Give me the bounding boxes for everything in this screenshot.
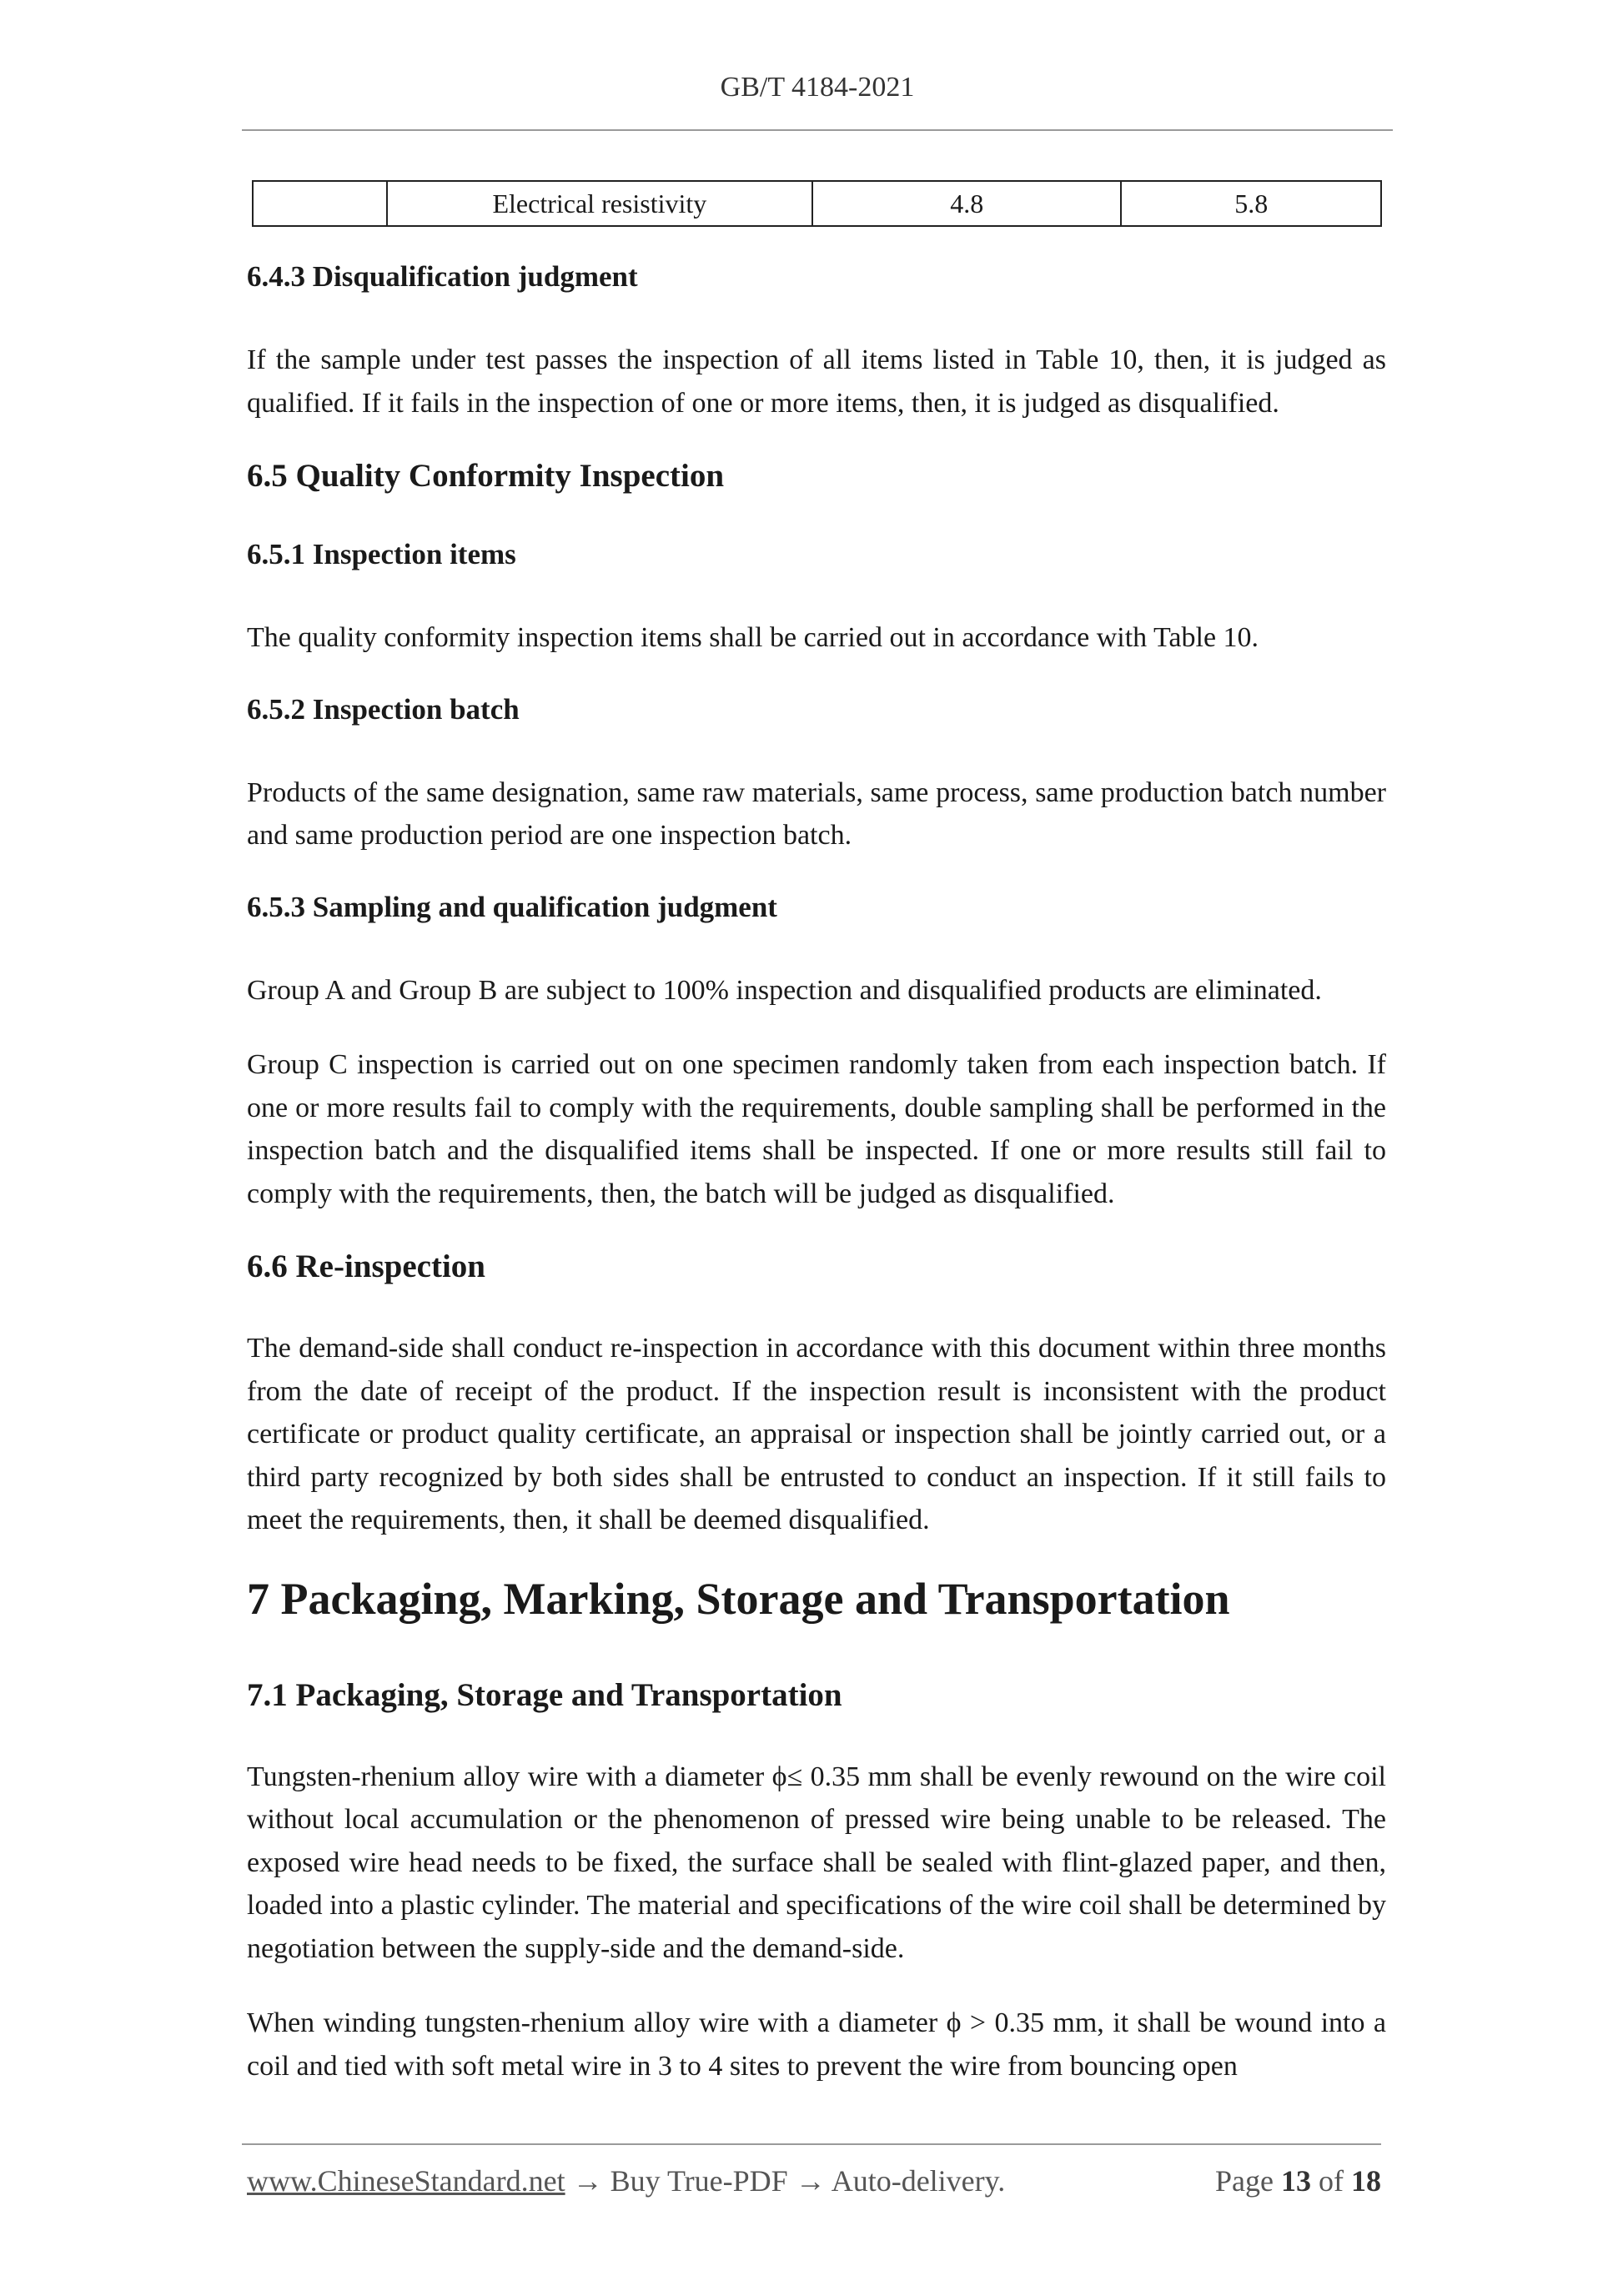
heading-6-5-1: 6.5.1 Inspection items bbox=[247, 538, 516, 570]
table-cell-value: 4.8 bbox=[812, 181, 1121, 226]
heading-6-5-2: 6.5.2 Inspection batch bbox=[247, 692, 520, 726]
page-header-doc-id: GB/T 4184-2021 bbox=[720, 72, 915, 103]
buy-pdf-text: Buy True-PDF bbox=[610, 2164, 788, 2198]
heading-6-5: 6.5 Quality Conformity Inspection bbox=[247, 458, 725, 494]
auto-delivery-text: Auto-delivery. bbox=[831, 2164, 1006, 2198]
paragraph: When winding tungsten-rhenium alloy wire with a diameter ϕ > 0.35 mm, it shall be wound into a coil and tied with soft metal wire in 3 to 4 sites to prevent the wire from bouncing open bbox=[247, 2007, 1386, 2082]
document-body bbox=[247, 259, 1386, 2119]
footer-divider bbox=[242, 2143, 1381, 2145]
header-divider bbox=[242, 129, 1393, 131]
table-cell-value: 5.8 bbox=[1121, 181, 1381, 226]
table-continuation bbox=[252, 180, 1382, 227]
table-cell-item: Electrical resistivity bbox=[387, 181, 812, 226]
paragraph: The quality conformity inspection items shall be carried out in accordance with Table 10. bbox=[247, 622, 1259, 653]
arrow-icon: → bbox=[787, 2164, 832, 2198]
heading-6-5-3: 6.5.3 Sampling and qualification judgment bbox=[247, 890, 777, 923]
paragraph: Group C inspection is carried out on one specimen randomly taken from each inspection batch. If one or more results fail to comply with the requirements, double sampling shall be performed in the inspection batch and the disqualified items shall be inspected. If one or more results still fail to comply with the requirements, then, the batch will be judged as disqualified. bbox=[247, 1049, 1386, 1209]
table-cell bbox=[253, 181, 387, 226]
page-number bbox=[1215, 2163, 1381, 2198]
total-pages: 18 bbox=[1351, 2164, 1381, 2198]
paragraph: Products of the same designation, same raw materials, same process, same production batch number and same production period are one inspection batch. bbox=[247, 776, 1386, 851]
table-row bbox=[253, 181, 1381, 226]
footer-promo bbox=[247, 2163, 1005, 2198]
of-label: of bbox=[1319, 2164, 1344, 2198]
heading-7: 7 Packaging, Marking, Storage and Transportation bbox=[247, 1573, 1230, 1624]
heading-6-4-3: 6.4.3 Disqualification judgment bbox=[247, 260, 638, 293]
heading-6-6: 6.6 Re-inspection bbox=[247, 1248, 485, 1284]
paragraph: The demand-side shall conduct re-inspection in accordance with this document within three months from the date of receipt of the product. If the inspection result is inconsistent with the product certificate or product quality certificate, an appraisal or inspection shall be jointly carried out, or a third party recognized by both sides shall be entrusted to conduct an inspection. If it still fails to meet the requirements, then, it shall be deemed disqualified. bbox=[247, 1333, 1386, 1535]
heading-7-1: 7.1 Packaging, Storage and Transportation bbox=[247, 1676, 842, 1713]
page-label: Page bbox=[1215, 2164, 1274, 2198]
paragraph: Group A and Group B are subject to 100% inspection and disqualified products are eliminated. bbox=[247, 974, 1322, 1006]
site-link[interactable]: www.ChineseStandard.net bbox=[247, 2164, 565, 2198]
paragraph: If the sample under test passes the inspection of all items listed in Table 10, then, it is judged as qualified. If it fails in the inspection of one or more items, then, it is judged as disqualified. bbox=[247, 344, 1386, 419]
arrow-icon: → bbox=[565, 2164, 611, 2198]
paragraph: Tungsten-rhenium alloy wire with a diameter ϕ≤ 0.35 mm shall be evenly rewound on the wire coil without local accumulation or the phenomenon of pressed wire being unable to be released. The exposed wire head needs to be fixed, the surface shall be sealed with flint-glazed paper, and then, loaded into a plastic cylinder. The material and specifications of the wire coil shall be determined by negotiation between the supply-side and the demand-side. bbox=[247, 1761, 1386, 1964]
current-page: 13 bbox=[1281, 2164, 1311, 2198]
